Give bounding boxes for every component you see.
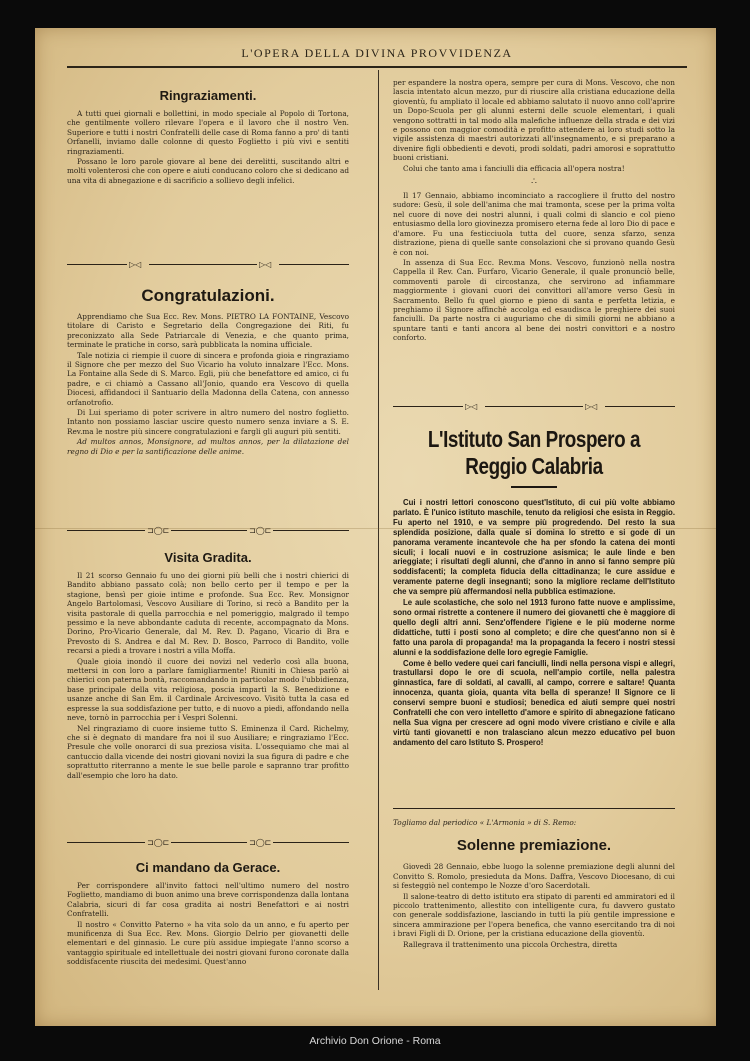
paragraph: Il 17 Gennaio, abbiamo incominciato a raccogliere il frutto del nostro sudore: Gesù, il sole dell'anima che mai tramonta, scese per la prima volta nel cuore di nove dei nostri alunni, i quali colmi di slancio e col pieno entusiasmo della loro giovinezza promisero eterna fede al loro Dio di pace e d'amore. Fu una festicciuola tutta del cuore, senza sfarzo, senza distrazione, piena di quelle sante consolazioni che si provano quando Gesù è con noi. [393,191,675,257]
column-divider [378,70,379,990]
gerace-article [67,860,349,967]
paragraph: Possano le loro parole giovare al bene dei derelitti, suscitando altri e molti volenterosi che con opere e aiuti conducano coloro che si dedicano ad una vita di abnegazione e di sacrificio a sollievo degli infelici. [67,157,349,185]
paragraph: Le aule scolastiche, che solo nel 1913 furono fatte nuove e amplissime, sono ormai ristrette a contenere il numero dei giovanetti che è maggiore di quello degli altri anni. Senz'offendere l'igiene e le più moderne norme didattiche, tutti i posti sono al completo; e dire che quest'anno non si è fatto una parola di propaganda! ma la propaganda la fecero i nostri stessi alunni e la soddisfazione delle loro egregie Famiglie. [393,598,675,657]
paragraph: Ad multos annos, Monsignore, ad multos annos, per la dilatazione del regno di Dio e per la santificazione delle anime. [67,437,349,456]
paragraph: Il nostro « Convitto Paterno » ha vita solo da un anno, e fu aperto per munificenza di Sua Ecc. Rev. Mons. Giorgio Delrio per giovanetti delle elementari e del ginnasio. Le cure più assidue impiegate l'anno scorso a vantaggio spirituale ed intellettuale dei nostri giovani furono coronate dalla soddisfacente riuscita dei medesimi. Quest'anno [67,919,349,967]
paper-fold [35,528,716,529]
gerace-continued [393,78,675,343]
article-title: Solenne premiazione. [456,837,612,855]
paragraph: per espandere la nostra opera, sempre per cura di Mons. Vescovo, che non lascia intentato alcun mezzo, pur di riuscire alla cristiana educazione della gioventù, fu ampliato il locale ed abbiamo salutato il nuovo anno coll'aprire un Dopo-Scuola per gli alunni esterni delle scuole elementari, i quali vengono sottratti in tal modo alla malefiche influenze della strada e dei vizi e possono con maggior comodità e profitto attendere ai loro studi sotto la vigile assistenza di maestri autorizzati all'insegnamento, e si preparano a divenire figli obbedienti e devoti, prodi soldati, padri amorosi e soprattutto buoni cristiani. [393,78,675,163]
header-rule [67,66,687,68]
article-title: Visita Gradita. [164,550,252,565]
istituto-article [393,426,675,748]
article-title: Ci mandano da Gerace. [135,860,281,875]
ringraziamenti-article [67,88,349,185]
ornamental-rule: ⊐◯⊏ ⊐◯⊏ [67,526,349,536]
paragraph: Quale gioia inondò il cuore dei novizi nel vederlo così alla buona, mettersi in con loro a parlare famigliarmente! Riuniti in Chiesa parlò ai chierici con paterna bontà, raccomandando in particolar modo l'ubbidienza, base principale della vita religiosa, poscia impartì la S. Benedizione e usanze anche di San Em. il Cardinale Arcivescovo. Visitò tutta la casa ed espresse la sua soddisfazione per tutto, e di nuovo a piedi, affondando nella neve, tornò in parrocchia per i Vespri Solenni. [67,656,349,723]
source-line: Togliamo dal periodico « L'Armonia » di S. Remo: [393,818,577,827]
paragraph: In assenza di Sua Ecc. Rev.ma Mons. Vescovo, funzionò nella nostra Cappella il Rev. Can. Furfaro, Vicario Generale, il quale pronunciò belle, commoventi parole di circostanza, che servirono ad infiammare maggiormente i giovani cuori dei convittori all'amore verso Gesù in Sacramento. Bello fu quel giorno e pieno di santa e perfetta letizia, e preghiamo il Signore affinchè accolga ed esaudisca le preghiere dei suoi fanciulli. Da parte nostra ci auguriamo che di simili giorni ne abbiano a spuntare tanti e tanti ancora al bene dei nostri convittori e a nostro conforto. [393,257,675,343]
ornamental-rule: ▷◁ ▷◁ [393,402,675,412]
paragraph: Tale notizia ci riempie il cuore di sincera e profonda gioia e ringraziamo il Signore che per mezzo del Suo Vicario ha voluto innalzare l'Ecc. Mons. La Fontaine alla Sede di S. Marco. Egli, più che benefattore ed amico, ci fu padre, e ci chiamò a Cassano all'Jonio, quando era Vescovo di quella Diocesi, affidandoci il Santuario della Madonna della Catena, con annesso orfanotrofio. [67,350,349,407]
paragraph: A tutti quei giornali e bollettini, in modo speciale al Popolo di Tortona, che gentilmente vollero rilevare l'opera e il lavoro che il nostro Ven. Superiore e tutti i nostri Confratelli delle case di Roma fanno a pro' di tanti Orfanelli, inviamo dalle colonne di questo Foglietto i più vivi e sentiti ringraziamenti. [67,109,349,156]
archive-footer: Archivio Don Orione - Roma [309,1035,441,1047]
paragraph: Rallegrava il trattenimento una piccola Orchestra, diretta [403,939,618,949]
paragraph: Come è bello vedere quei cari fanciulli, lindi nella persona vispi e allegri, trastullarsi dopo le ore di scuola, nell'ampio cortile, nella palestra ginnastica, fare di soldati, al cavalli, al campo, correre e saltare! Quanta innocenza, quanta gioia, quanta vita bella di speranze! Il Signore ce li conservi sempre buoni e studiosi; benedica ed aiuti sempre quei nostri Confratelli che con vero intelletto d'amore e spirito di abnegazione faticano nella Sua vigna per crescere ad ogni modo vivere cristiano e civile e alla virtù tanti giovanetti e non tralasciano alcun mezzo educativo pel buon andamento del caro Istituto S. Prospero! [393,658,675,747]
premiazione-article [393,818,675,949]
paragraph: Cui i nostri lettori conoscono quest'Istituto, di cui più volte abbiamo parlato. È l'unico istituto maschile, tenuto da religiosi che esista in Reggio. Fu aperto nel 1910, e va sempre più progredendo. Del resto la sua splendida posizione, dalla quale si domina lo stretto e si gode di un panorama veramente incantevole che ha per sfondo la catena dei monti siculi; i locali nuovi e in costruzione asismica; le aule linde e ben arieggiate; i risultati degli alunni, che d'anno in anno si fanno sempre più soddisfacenti; la completa fiducia della cittadinanza; le cure assidue e veramente paterne degli insegnanti; sono la migliore reclame dell'Istituto che va sempre più affermandosi nella pubblica estimazione. [393,498,675,597]
title-underline [511,486,557,488]
paragraph: Il salone-teatro di detto istituto era stipato di parenti ed ammiratori ed il piccolo trattenimento, allestito con intelligente cura, fu davvero gustato con generale soddisfazione, lasciando in tutti la più gentile impressione e sincera ammirazione per l'opera benefica, che vanno esercitando tra di noi i bravi Figli di D. Orione, per la cristiana educazione della gioventù. [393,891,675,939]
asterism: ∴ [531,177,537,188]
paragraph: Giovedì 28 Gennaio, ebbe luogo la solenne premiazione degli alunni del Convitto S. Romolo, presieduta da Mons. Daffra, Vescovo Diocesano, di cui si festeggiò nel contempo le Nozze d'oro Sacerdotali. [393,862,675,891]
congratulazioni-article [67,286,349,456]
page-header: L'OPERA DELLA DIVINA PROVVIDENZA [241,46,513,60]
article-title: Ringraziamenti. [159,88,257,103]
paragraph: Apprendiamo che Sua Ecc. Rev. Mons. PIETRO LA FONTAINE, Vescovo titolare di Caristo e Segretario della Congregazione dei Riti, fu preconizzato alla Sede Patriarcale di Venezia, e che quanto prima, terminate le pratiche in corso, sarà pubblicata la nomina ufficiale. [67,312,349,350]
paragraph: Colui che tanto ama i fanciulli dia efficacia all'opera nostra! [403,163,625,173]
section-rule [393,808,675,809]
article-title: L'Istituto San Prospero a Reggio Calabria [427,426,641,479]
paragraph: Per corrispondere all'invito fattoci nell'ultimo numero del nostro Foglietto, mandiamo di buon animo una breve corrispondenza dalla lontana Calabria, sicuri di far cosa gradita ai nostri Benefattori e ai nostri Confratelli. [67,881,349,919]
paragraph: Nel ringraziamo di cuore insieme tutto S. Eminenza il Card. Richelmy, che si è degnato di mandare fra noi il suo Ausiliare; e ringraziamo l'Ecc. Presule che volle onorarci di sua preziosa visita. L'ossequiamo che mai al cantuccio dalla vicende dei nostri giovani novizi la sua figura di padre e che soprattutto riterranno a mente le sue belle parole e sapranno trar profitto dall'esempio che loro ha dato. [67,723,349,780]
ornamental-rule: ▷◁ ▷◁ [67,260,349,270]
paragraph: Il 21 scorso Gennaio fu uno dei giorni più belli che i nostri chierici di Bandito abbiano passato colà; non bello certo per il tempo e per la stagione, bensì per gioie intime e profonde. Sua Ecc. Rev. Monsignor Angelo Bartolomasi, Vescovo Ausiliare di Torino, si recò a Bandito per la visita pastorale di quella parrocchia e nel pomeriggio, malgrado il tempo pessimo e la neve abbondante caduta di recente, accompagnato da Mons. Dorino, Pro-Vicario Generale, dal M. Rev. D. Pagano, Vicario di Bra e Prevosto di S. Andrea e dal M. Rev. D. Bosco, Parroco di Bandito, volle recarsi a piedi a trovare i nostri a villa Moffa. [67,571,349,656]
ornamental-rule: ⊐◯⊏ ⊐◯⊏ [67,838,349,848]
newspaper-page [35,28,716,1026]
article-title: Congratulazioni. [141,286,275,305]
visita-article [67,550,349,780]
paragraph: Di Lui speriamo di poter scrivere in altro numero del nostro foglietto. Intanto non possiamo lasciar uscire questo numero senza inviare a S. E. Rev.ma le nostre più sincere congratulazioni e fargli gli auguri più sentiti. [67,408,349,436]
